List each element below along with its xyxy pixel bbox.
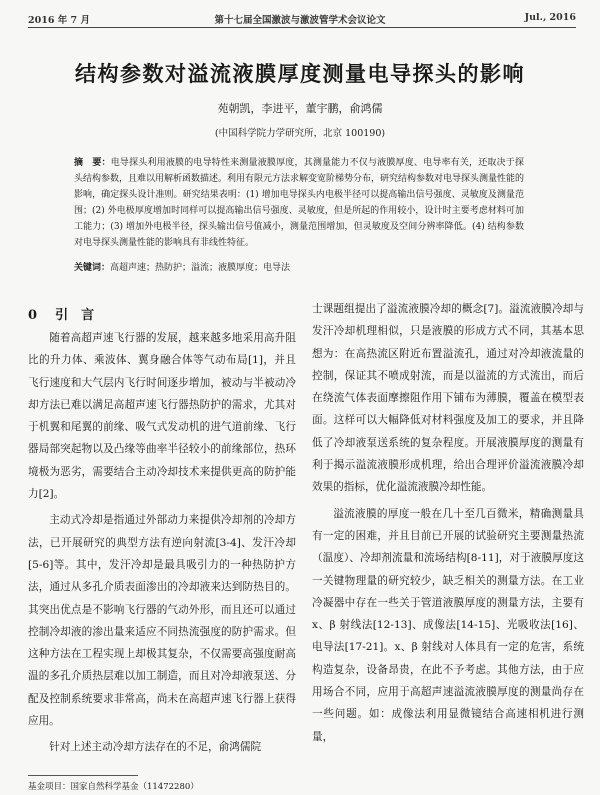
abstract: [74, 155, 524, 252]
keywords: [74, 260, 534, 273]
paragraph: 溢流液膜的厚度一般在几十至几百微米，精确测量具有一定的困难，并且目前已开展的试验研究主要测量热流（温度）、冷却剂流量和流场结构[8-11]，对于液膜厚度这一关键物理量的研究较少，缺乏相关的测量方法。在工业冷凝器中存在一些关于管道液膜厚度的测量方法，主要有 x、β 射线法[12-13]、成像法[14-15]、光吸收法[16]、电导法[17-21]。x、β 射线对人体具有一定的危害，系统构造复杂，设备昂贵，在此不予考虑。其他方法，由于应用场合不同，应用于高超声速溢流液膜厚度的测量尚存在一些问题。如：成像法利用显微镜结合高速相机进行测量，: [312, 507, 584, 743]
footnote-rule: [28, 775, 138, 776]
left-column: [28, 327, 296, 759]
authors: 苑朝凯，李进平，董宇鹏，俞鸿儒: [217, 102, 383, 115]
right-column: [312, 298, 584, 748]
header-date: 2016 年 7 月: [28, 15, 90, 26]
paragraph: 针对上述主动冷却方法存在的不足，俞鸿儒院: [49, 741, 262, 754]
header-conference: 第十七届全国激波与激波管学术会议论文: [214, 15, 386, 26]
funding-footnote: 基金项目：国家自然科学基金（11472280）: [28, 782, 199, 792]
paper-title: 结构参数对溢流液膜厚度测量电导探头的影响: [75, 61, 525, 86]
section-title: 引 言: [55, 308, 95, 323]
header-issue: Jul., 2016: [524, 12, 576, 23]
section-number: 0: [28, 308, 38, 323]
abstract-text: 电导探头利用液膜的电导特性来测量液膜厚度，其测量能力不仅与液膜厚度、电导率有关，还取决于探头结构参数，且难以用解析函数描述。利用有限元方法求解变宽阶梯势分布，研究结构参数对电导探头测量性能的影响，确定探头设计准则。研究结果表明：(1) 增加电导探头内电极半径可以提高输出信号强度、灵敏度及测量范围；(2) 外电极厚度增加时同样可以提高输出信号强度、灵敏度，但是所起的作用较小，设计时主要考虑材料可加工能力；(3) 增加外电极半径，探头输出信号值减小，测量范围增加，但灵敏度及空间分辨率降低。(4) 结构参数对电导探头测量性能的影响具有非线性特征。: [74, 158, 525, 249]
header-rule: [28, 27, 576, 28]
paragraph: 随着高超声速飞行器的发展，越来越多地采用高升阻比的升力体、乘波体、翼身融合体等气动布局[1]，并且飞行速度和大气层内飞行时间逐步增加，被动与半被动冷却方法已难以满足高超声速飞行器热防护的需求，尤其对于机翼和尾翼的前缘、吸气式发动机的进气道前缘、飞行器局部突起物以及凸缘等曲率半径较小的前缘部位，热环境极为恶劣，需要结合主动冷却技术来提供更高的防护能力[2]。: [28, 332, 296, 501]
section-heading: [28, 304, 94, 323]
keywords-text: 高超声速；热防护；溢流；液膜厚度；电导法: [110, 263, 291, 273]
abstract-label: 摘 要：: [74, 158, 111, 168]
paragraph: 主动式冷却是指通过外部动力来提供冷却剂的冷却方法，已开展研究的典型方法有逆向射流[3-4]、发汗冷却[5-6]等。其中，发汗冷却是最具吸引力的一种热防护方法，通过从多孔介质表面渗出的冷却液来达到防热目的。其突出优点是不影响飞行器的气动外形，而且还可以通过控制冷却液的渗出量来适应不同热流强度的防护需求。但这种方法在工程实现上却极其复杂，不仅需要高强度耐高温的多孔介质热层难以加工制造，而且对冷却液泵送、分配及控制系统要求非常高，尚未在高超声速飞行器上获得应用。: [28, 514, 296, 728]
keywords-label: 关键词：: [74, 263, 111, 273]
affiliation: (中国科学院力学研究所，北京 100190): [214, 128, 386, 139]
paragraph: 士课题组提出了溢流液膜冷却的概念[7]。溢流液膜冷却与发汗冷却机理相似，只是液膜的形成方式不同，其基本思想为：在高热流区附近布置溢流孔，通过对冷却液流量的控制，保证其不喷成射流，而是以溢流的方式流出，而后在绕流气体表面摩擦阻作用下铺布为薄膜，覆盖在模型表面。这样可以大幅降低对材料强度及加工的要求，并且降低了冷却液泵送系统的复杂程度。开展液膜厚度的测量有利于揭示溢流液膜形成机理，给出合理评价溢流液膜冷却效果的指标，优化溢流液膜冷却性能。: [312, 303, 584, 494]
